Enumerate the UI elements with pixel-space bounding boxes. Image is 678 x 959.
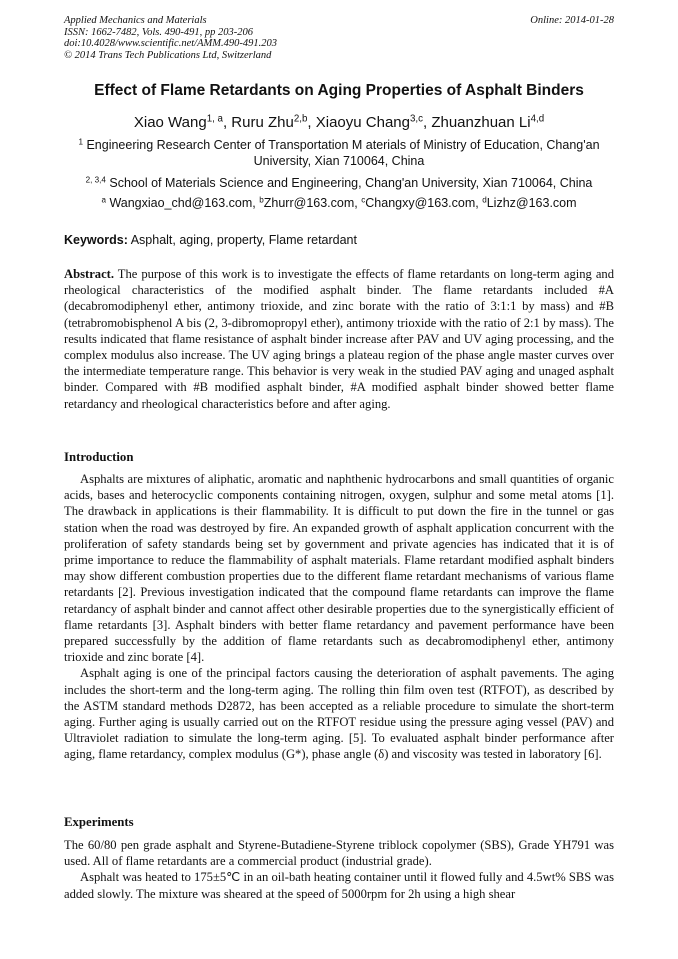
paragraph: The 60/80 pen grade asphalt and Styrene-Butadiene-Styrene triblock copolymer (SBS), Grade YH791 was used. All of flame retardants are a commercial product (industrial grade). <box>64 838 614 869</box>
introduction-body <box>64 471 614 763</box>
online-date: Online: 2014-01-28 <box>530 15 614 26</box>
email-sup: d <box>482 195 487 205</box>
experiments-heading: Experiments <box>64 815 134 829</box>
paragraph: Asphalt aging is one of the principal factors causing the deterioration of asphalt pavements. The aging includes the short-term and the long-term aging. The rolling thin film oven test (RTFOT), as described by the ASTM standard methods D2872, has been accepted as a reliable procedure to simulate the short-term aging. Further aging is usually carried out on the RTFOT residue using the pressure aging vessel (PAV) and Ultraviolet radiation to simulate the long-term aging. [5]. To evaluated asphalt binder performance after aging, flame retardancy, complex modulus (G*), phase angle (δ) and viscosity was tested in laboratory [6]. <box>64 666 614 762</box>
affiliation-text: Engineering Research Center of Transportation M aterials of Ministry of Education, Chang'an University, Xian 710064, China <box>86 138 600 168</box>
doi-line: doi:10.4028/www.scientific.net/AMM.490-491.203 <box>64 38 277 49</box>
author-sup: 2,b <box>293 113 308 125</box>
abstract-text: The purpose of this work is to investigate the effects of flame retardants on long-term aging and rheological characteristics of the modified asphalt binder. The flame retardants included #A (decabromodiphenyl ether, antimony trioxide, and zinc borate with the ratio of 3:1:1 by mass) and #B (tetrabromobisphenol A bis (2, 3-dibromopropyl ether), antimony trioxide with the ratio of 2:1 by mass). The results indicated that flame resistance of asphalt binder increase after PAV and UV aging processing, and the complex modulus also increase. The UV aging brings a plateau region of the phase angle master curves over the intermediate temperature range. This behavior is very weak in the studied PAV aging and unaged asphalt binder. Compared with #B modified asphalt binder, #A modified asphalt binder showed better flame retardancy and rheological characteristics before and after aging. <box>64 267 615 411</box>
keywords <box>64 233 614 247</box>
affiliation-sup: 2, 3,4 <box>85 175 106 185</box>
author-sup: 1, a <box>206 113 223 125</box>
keywords-label: Keywords: <box>64 233 128 247</box>
abstract-label: Abstract. <box>64 267 115 281</box>
affiliation-text: School of Materials Science and Engineering, Chang'an University, Xian 710064, China <box>109 176 593 190</box>
email-sup: c <box>361 195 366 205</box>
affiliation-1 <box>64 137 614 169</box>
author-emails: $^a$ Wangxiao_chd@163.com, $^b$Zhurr@163.com, $^c$Changxy@163.com, $^d$Lizhz@163.com <box>101 195 577 210</box>
email-link[interactable]: Lizhz@163.com <box>486 196 577 210</box>
email-link[interactable]: Changxy@163.com <box>365 196 476 210</box>
email-sup: b <box>259 195 264 205</box>
copyright-line: © 2014 Trans Tech Publications Ltd, Switzerland <box>64 49 272 61</box>
paragraph: Asphalts are mixtures of aliphatic, aromatic and naphthenic hydrocarbons and small quantities of organic acids, bases and heterocyclic components containing nitrogen, oxygen, sulphur and some metal atoms [1]. The drawback in applications is their flammability. It is difficult to put down the fire in the tunnel or gas station when the road was destroyed by fire. An expanded growth of asphalt application concurrent with the proliferation of safety standards being set by government and private agencies has indicated that it is of prime importance to reduce the flammability of asphalt materials. Flame retardant modified asphalt binders may show different combustion properties due to the different flame retardant mechanisms of various flame retardants [2]. Previous investigation indicated that the compound flame retardants can improve the flame retardancy of asphalt binder and cannot affect other desirable properties due to the synergistically efficient of flame retardants [3]. Asphalt binders with better flame retardancy and pavement performance have been prepared successfully by the addition of flame retardants such as decabromodiphenyl ether, antimony trioxide and zinc borate [4]. <box>64 472 614 665</box>
introduction-heading: Introduction <box>64 450 134 464</box>
journal-header <box>64 15 614 61</box>
email-link[interactable]: Wangxiao_chd@163.com <box>109 196 253 210</box>
keywords-text: Asphalt, aging, property, Flame retardant <box>130 233 357 247</box>
email-link[interactable]: Zhurr@163.com <box>263 196 355 210</box>
email-sup: a <box>101 195 106 205</box>
paragraph: Asphalt was heated to 175±5℃ in an oil-bath heating container until it flowed fully and 4.5wt% SBS was added slowly. The mixture was sheared at the speed of 5000rpm for 2h using a high shear <box>64 870 614 901</box>
issn-line: ISSN: 1662-7482, Vols. 490-491, pp 203-206 <box>64 26 253 38</box>
author-name: Xiaoyu Chang <box>315 114 410 131</box>
author-sup: 4,d <box>530 113 545 125</box>
author-list: Xiao Wang$^{1, a}$, Ruru Zhu$^{2,b}$, Xiaoyu Chang$^{3,c}$, Zhuanzhuan Li$^{4,d}$ <box>133 113 545 131</box>
author-name: Xiao Wang <box>133 114 207 131</box>
author-sup: 3,c <box>409 113 423 125</box>
author-name: Zhuanzhuan Li <box>431 114 531 131</box>
author-name: Ruru Zhu <box>231 114 294 131</box>
affiliation-sup: 1 <box>78 137 83 147</box>
journal-name: Applied Mechanics and Materials <box>64 15 207 26</box>
affiliation-2 <box>64 175 614 191</box>
experiments-body <box>64 837 614 902</box>
paper-title: Effect of Flame Retardants on Aging Properties of Asphalt Binders <box>94 82 584 99</box>
abstract <box>64 266 614 412</box>
